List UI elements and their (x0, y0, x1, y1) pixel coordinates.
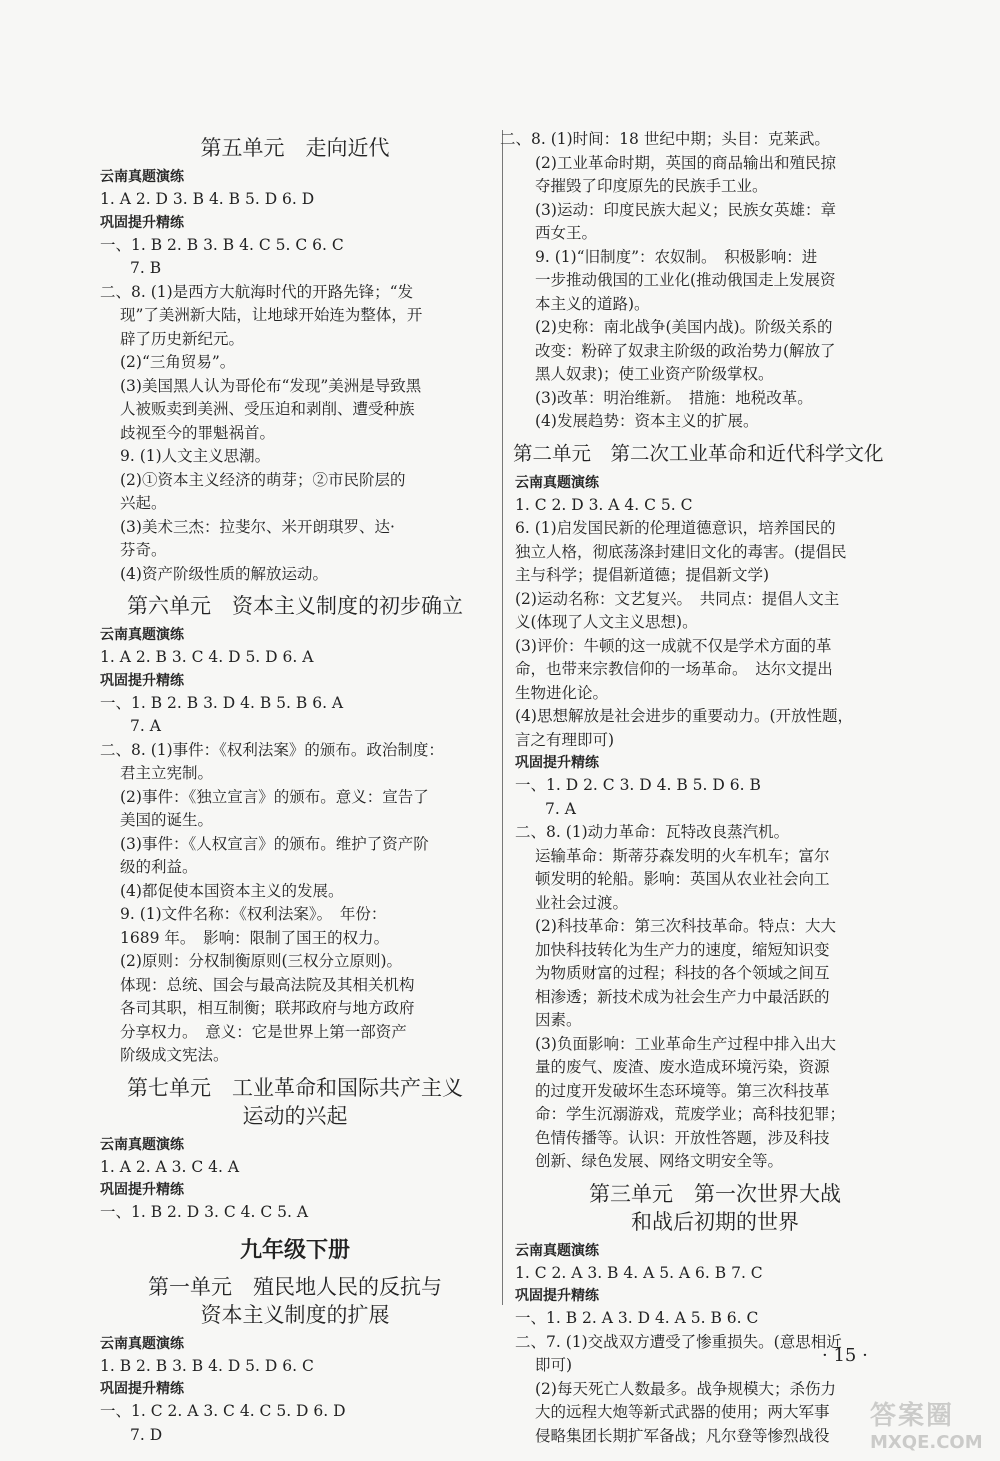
section-heading: 巩固提升精练 (515, 1288, 599, 1304)
answer-line: 大的远程大炮等新式武器的使用；两大军事 (535, 1403, 830, 1421)
answer-line: (4)都促使本国资本主义的发展。 (120, 881, 344, 900)
answer-line: 义(体现了人文主义思想)。 (515, 613, 698, 631)
section-heading: 巩固提升精练 (100, 1381, 184, 1397)
answer-line: 一、1. B 2. A 3. D 4. A 5. B 6. C (515, 1309, 759, 1327)
answer-line: 9. (1)“旧制度”：农奴制。 积极影响：进 (535, 247, 818, 266)
answer-line: 二、8. (1)事件：《权利法案》的颁布。政治制度： (100, 740, 444, 759)
answer-line: 辟了历史新纪元。 (120, 329, 245, 348)
answer-line: (2)每天死亡人数最多。战争规模大；杀伤力 (535, 1379, 836, 1398)
answer-line: 运输革命：斯蒂芬森发明的火车机车；富尔 (535, 846, 830, 865)
answer-line: 命，也带来宗教信仰的一场革命。 达尔文提出 (515, 660, 833, 678)
answer-line: (3)运动：印度民族大起义；民族女英雄：章 (535, 200, 836, 219)
answer-line: 一、1. B 2. B 3. D 4. B 5. B 6. A (100, 693, 344, 712)
answer-line: 相渗透；新技术成为社会生产力中最活跃的 (535, 987, 830, 1006)
section-heading: 云南真题演练 (515, 474, 599, 491)
unit-title: 第五单元 走向近代 (200, 136, 390, 160)
answer-line: (2)原则：分权制衡原则(三权分立原则)。 (120, 952, 403, 970)
column-divider (502, 130, 503, 1305)
answer-line: 1. A 2. D 3. B 4. B 5. D 6. D (100, 190, 315, 208)
section-heading: 巩固提升精练 (100, 214, 184, 231)
answer-line: 芬奇。 (120, 541, 167, 559)
answer-line: 9. (1)人文主义思潮。 (120, 447, 271, 465)
answer-line: 本主义的道路)。 (535, 294, 650, 313)
section-heading: 云南真题演练 (100, 1136, 184, 1153)
answer-line: (2)工业革命时期，英国的商品输出和殖民掠 (535, 153, 836, 172)
watermark-url: MXQE.COM (870, 1432, 983, 1453)
section-heading: 巩固提升精练 (515, 755, 599, 771)
answer-line: 的过度开发破坏生态环境等。第三次科技革 (535, 1081, 830, 1100)
answer-line: 命：学生沉溺游戏，荒废学业；高科技犯罪； (535, 1105, 846, 1123)
answer-line: 1. C 2. A 3. B 4. A 5. A 6. B 7. C (515, 1263, 763, 1282)
page-number: · 15 · (822, 1345, 868, 1366)
section-heading: 巩固提升精练 (100, 1182, 184, 1198)
answer-line: (2)史称：南北战争(美国内战)。阶级关系的 (535, 318, 833, 336)
section-heading: 云南真题演练 (100, 169, 184, 185)
watermark (870, 1395, 990, 1455)
answer-line: (2)科技革命：第三次科技革命。特点：大大 (535, 917, 836, 935)
answer-line: (3)评价：牛顿的这一成就不仅是学术方面的革 (515, 636, 832, 655)
section-heading: 云南真题演练 (100, 627, 184, 643)
answer-line: 一、1. B 2. D 3. C 4. C 5. A (100, 1203, 309, 1221)
answer-line: 6. (1)启发国民新的伦理道德意识，培养国民的 (515, 519, 836, 537)
answer-line: 即可) (535, 1356, 573, 1374)
answer-line: 兴起。 (120, 494, 167, 512)
answer-line: 1689 年。 影响：限制了国王的权力。 (120, 928, 390, 947)
answer-line: 黑人奴隶)；使工业资产阶级掌权。 (535, 365, 774, 383)
left-column (100, 128, 490, 1447)
answer-line: (3)事件：《人权宣言》的颁布。维护了资产阶 (120, 834, 429, 853)
answer-line: (4)思想解放是社会进步的重要动力。(开放性题， (515, 707, 854, 725)
answer-line: 侵略集团长期扩军备战；凡尔登等惨烈战役 (535, 1426, 830, 1445)
watermark-logo: 答案圈 (870, 1401, 955, 1431)
answer-line: 为物质财富的过程；科技的各个领域之间互 (535, 964, 830, 982)
answer-line: 7. D (130, 1425, 163, 1444)
answer-line: 二、8. (1)时间：18 世纪中期；头目：克莱武。 (500, 130, 830, 148)
answer-line: 一、1. B 2. B 3. B 4. C 5. C 6. C (100, 235, 344, 254)
answer-line: 创新、绿色发展、网络文明安全等。 (535, 1152, 784, 1170)
unit-title: 第二单元 第二次工业革命和近代科学文化 (513, 441, 884, 465)
answer-line: 西女王。 (535, 224, 598, 242)
answer-line: (3)改革：明治维新。 措施：地税改革。 (535, 388, 813, 407)
answer-line: 7. A (130, 717, 161, 735)
answer-line: 色情传播等。认识：开放性答题，涉及科技 (535, 1128, 830, 1147)
answer-line: 分享权力。 意义：它是世界上第一部资产 (120, 1022, 407, 1041)
section-heading: 云南真题演练 (515, 1242, 599, 1259)
answer-line: 二、7. (1)交战双方遭受了惨重损失。(意思相近 (515, 1332, 842, 1351)
answer-line: 1. B 2. B 3. B 4. D 5. D 6. C (100, 1356, 314, 1375)
unit-title-cont: 运动的兴起 (242, 1103, 348, 1128)
answer-line: 改变：粉碎了奴隶主阶级的政治势力(解放了 (535, 341, 836, 360)
answer-line: 体现：总统、国会与最高法院及其相关机构 (120, 975, 415, 994)
answer-line: 现”了美洲新大陆，让地球开始连为整体，开 (120, 306, 423, 324)
answer-line: 歧视至今的罪魁祸首。 (120, 423, 276, 442)
answer-line: 因素。 (535, 1011, 582, 1029)
unit-title: 第六单元 资本主义制度的初步确立 (127, 594, 463, 618)
answer-line: 一、1. C 2. A 3. C 4. C 5. D 6. D (100, 1402, 346, 1420)
answer-line: 级的利益。 (120, 858, 198, 876)
answer-line: 夺摧毁了印度原先的民族手工业。 (535, 177, 768, 195)
answer-line: 量的废气、废渣、废水造成环境污染，资源 (535, 1058, 830, 1076)
answer-line: 一步推动俄国的工业化(推动俄国走上发展资 (535, 271, 836, 289)
answer-line: 一、1. D 2. C 3. D 4. B 5. D 6. B (515, 776, 761, 794)
answer-line: 各司其职，相互制衡；联邦政府与地方政府 (120, 999, 415, 1017)
answer-line: 顿发明的轮船。影响：英国从农业社会向工 (535, 870, 830, 888)
answer-line: 二、8. (1)是西方大航海时代的开路先锋；“发 (100, 282, 414, 301)
answer-line: (3)美国黑人认为哥伦布“发现”美洲是导致黑 (120, 376, 422, 395)
answer-line: 1. C 2. D 3. A 4. C 5. C (515, 495, 693, 514)
answer-line: 加快科技转化为生产力的速度，缩短知识变 (535, 940, 830, 959)
answer-line: 主与科学；提倡新道德；提倡新文学) (515, 566, 770, 584)
answer-line: 独立人格，彻底荡涤封建旧文化的毒害。(提倡民 (515, 542, 847, 561)
answer-line: (2)①资本主义经济的萌芽；②市民阶层的 (120, 470, 406, 489)
answer-line: (2)运动名称：文艺复兴。 共同点：提倡人文主 (515, 589, 840, 608)
unit-title-cont: 和战后初期的世界 (631, 1209, 799, 1234)
answer-line: (3)负面影响：工业革命生产过程中排入出大 (535, 1034, 836, 1053)
answer-line: 7. B (130, 259, 162, 277)
answer-line: 人被贩卖到美洲、受压迫和剥削、遭受种族 (120, 400, 415, 418)
answer-line: 言之有理即可) (515, 730, 615, 749)
answer-line: 阶级成文宪法。 (120, 1046, 229, 1064)
answer-line: 生物进化论。 (515, 683, 609, 702)
answer-line: 9. (1)文件名称：《权利法案》。 年份： (120, 905, 387, 923)
section-heading: 云南真题演练 (100, 1335, 184, 1352)
unit-title: 第七单元 工业革命和国际共产主义 (127, 1075, 463, 1100)
answer-line: 1. A 2. B 3. C 4. D 5. D 6. A (100, 648, 314, 666)
answer-line: 1. A 2. A 3. C 4. A (100, 1157, 240, 1176)
answer-line: (4)发展趋势：资本主义的扩展。 (535, 412, 759, 430)
answer-line: (4)资产阶级性质的解放运动。 (120, 564, 328, 583)
answer-line: 7. A (545, 799, 576, 818)
unit-title-cont: 资本主义制度的扩展 (200, 1302, 390, 1327)
answer-line: 业社会过渡。 (535, 893, 629, 912)
section-heading: 巩固提升精练 (100, 672, 184, 689)
answer-line: 美国的诞生。 (120, 811, 214, 829)
unit-title: 第三单元 第一次世界大战 (589, 1181, 841, 1206)
grade-title: 九年级下册 (239, 1237, 350, 1263)
answer-line: 君主立宪制。 (120, 764, 214, 782)
right-column (500, 128, 915, 1448)
answer-line: (2)事件：《独立宣言》的颁布。意义：宣告了 (120, 787, 429, 806)
answer-line: (3)美术三杰：拉斐尔、米开朗琪罗、达· (120, 517, 395, 536)
unit-title: 第一单元 殖民地人民的反抗与 (148, 1274, 442, 1299)
answer-line: (2)“三角贸易”。 (120, 353, 236, 371)
answer-line: 二、8. (1)动力革命：瓦特改良蒸汽机。 (515, 823, 790, 841)
